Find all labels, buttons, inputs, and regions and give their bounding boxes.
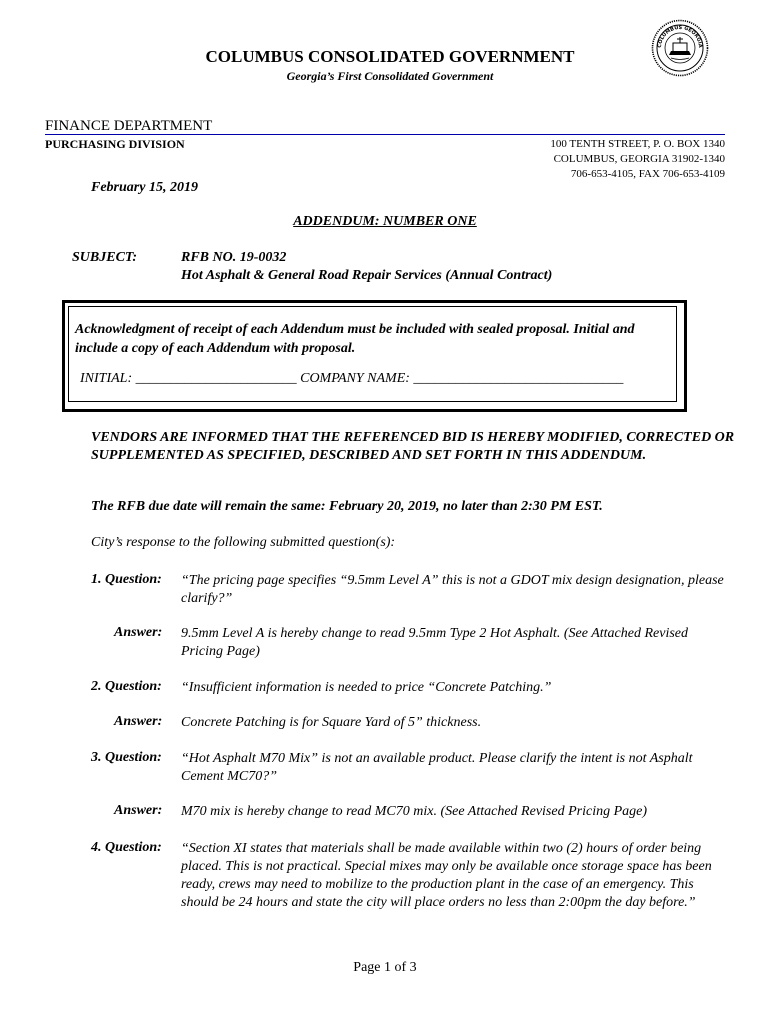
question-label: 1. Question: [91, 572, 162, 587]
acknowledgment-text: Acknowledgment of receipt of each Addendum must be included with sealed proposal. Initial and include a copy of each Addendum with proposal. [75, 322, 635, 356]
addendum-title: ADDENDUM: NUMBER ONE [293, 214, 477, 229]
subject-description: Hot Asphalt & General Road Repair Services (Annual Contract) [181, 268, 553, 283]
svg-text:COLUMBUS GEORGIA: COLUMBUS GEORGIA [656, 24, 704, 49]
answer-text: 9.5mm Level A is hereby change to read 9.5mm Type 2 Hot Asphalt. (See Attached Revised Pricing Page) [181, 626, 689, 659]
document-title: COLUMBUS CONSOLIDATED GOVERNMENT [205, 47, 575, 66]
due-date-note: The RFB due date will remain the same: February 20, 2019, no later than 2:30 PM EST. [91, 499, 603, 514]
subject-rfb-number: RFB NO. 19-0032 [181, 250, 287, 265]
vendors-notice: VENDORS ARE INFORMED THAT THE REFERENCED BID IS HEREBY MODIFIED, CORRECTED OR SUPPLEMENTED AS SPECIFIED, DESCRIBED AND SET FORTH IN THIS ADDENDUM. [91, 430, 735, 463]
question-text: “Insufficient information is needed to price “Concrete Patching.” [181, 680, 552, 695]
department-rule [45, 134, 725, 135]
address-street: 100 TENTH STREET, P. O. BOX 1340 [550, 138, 725, 150]
document-subtitle: Georgia’s First Consolidated Government [286, 69, 494, 83]
question-text: “Hot Asphalt M70 Mix” is not an available product. Please clarify the intent is not Asphalt Cement MC70?” [181, 751, 693, 784]
department-name: FINANCE DEPARTMENT [45, 118, 213, 134]
question-text: “The pricing page specifies “9.5mm Level A” this is not a GDOT mix design designation, please clarify?” [181, 573, 724, 606]
question-label: 3. Question: [91, 750, 162, 765]
question-label: 2. Question: [91, 679, 162, 694]
answer-label: Answer: [114, 625, 163, 640]
response-intro: City’s response to the following submitted question(s): [91, 535, 396, 550]
answer-text: Concrete Patching is for Square Yard of 5” thickness. [181, 715, 482, 730]
address-block [465, 137, 725, 182]
document-date: February 15, 2019 [91, 180, 198, 195]
address-city: COLUMBUS, GEORGIA 31902-1340 [553, 153, 725, 165]
subject-label: SUBJECT: [72, 250, 138, 265]
page-number: Page 1 of 3 [353, 960, 417, 975]
answer-text: M70 mix is hereby change to read MC70 mix. (See Attached Revised Pricing Page) [181, 804, 648, 819]
answer-label: Answer: [114, 803, 163, 818]
address-phone: 706-653-4105, FAX 706-653-4109 [570, 168, 725, 180]
division-name: PURCHASING DIVISION [45, 137, 185, 151]
answer-label: Answer: [114, 714, 163, 729]
question-label: 4. Question: [91, 840, 162, 855]
initial-company-line: INITIAL: _______________________ COMPANY NAME: ______________________________ [80, 371, 624, 386]
city-seal-icon [651, 19, 709, 77]
question-text: “Section XI states that materials shall be made available within two (2) hours of order being placed. This is not practical. Special mixes may only be available once storage space has been ready, crews may need to mobilize to the production plant in the case of an emergency. This should be 24 hours and state the city will place orders no less than 2:00pm the day before.” [181, 841, 712, 910]
